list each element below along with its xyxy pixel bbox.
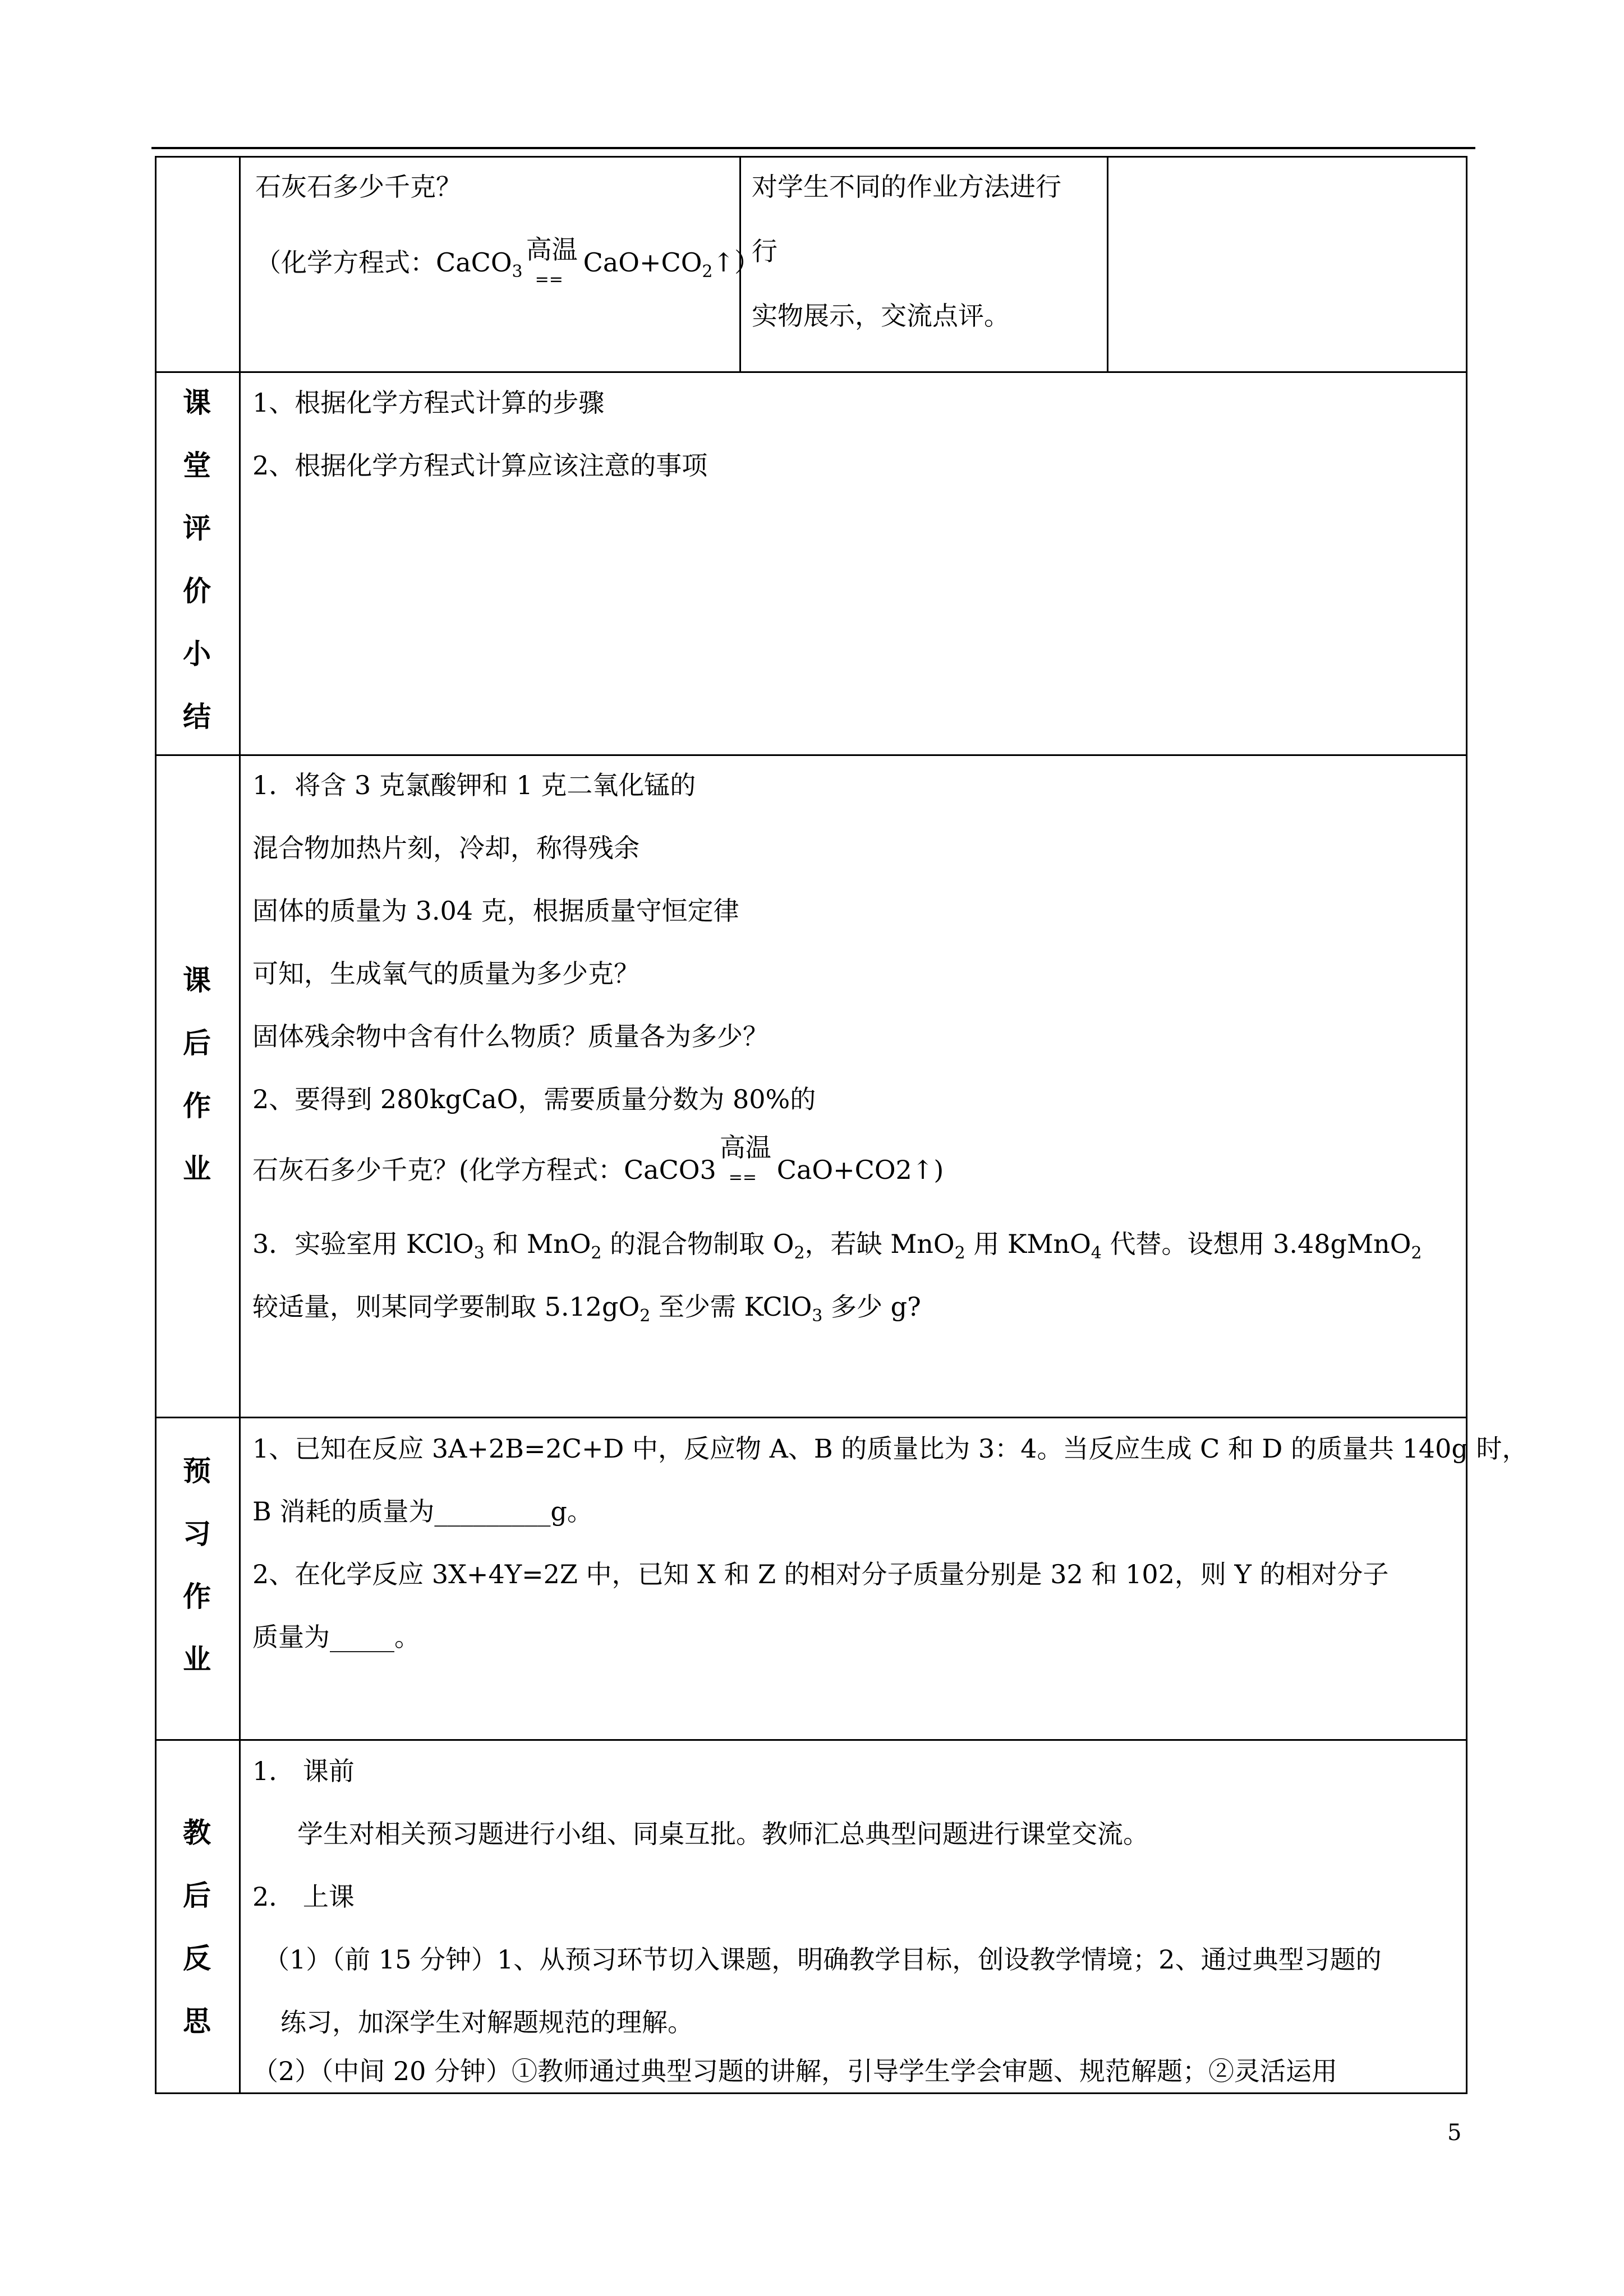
text-run: 较适量，则某同学要制取 5.12gO	[252, 1292, 640, 1322]
subscript: 2	[702, 262, 713, 282]
section-label-char: 后	[183, 1026, 211, 1059]
table-border-right	[1466, 156, 1467, 2094]
equation-suffix: ↑）	[712, 247, 761, 278]
text-run: 3．实验室用 KClO	[252, 1229, 474, 1259]
homework-line: 可知，生成氧气的质量为多少克？	[252, 958, 640, 989]
homework-line: 混合物加热片刻，冷却，称得残余	[252, 833, 640, 863]
preview-line: 2、在化学反应 3X+4Y=2Z 中，已知 X 和 Z 的相对分子质量分别是 32 和 102，则 Y 的相对分子	[252, 1559, 1389, 1589]
section-label-char: 小	[183, 637, 211, 670]
equals-sign: ==	[535, 270, 563, 289]
equation-suffix: CaO+CO2↑)	[776, 1155, 944, 1185]
subscript: 3	[473, 1243, 485, 1263]
equation-prefix: 石灰石多少千克？(化学方程式：CaCO3	[252, 1155, 716, 1185]
reflection-line: （1）（前 15 分钟）1、从预习环节切入课题，明确教学目标，创设教学情境；2、通过典型习题的	[264, 1944, 1382, 1975]
subscript: 2	[591, 1243, 602, 1263]
header-rule	[151, 147, 1475, 149]
text-run: 用 KMnO	[965, 1229, 1091, 1259]
section-label-char: 评	[183, 511, 211, 545]
text-run: ，若缺 MnO	[804, 1229, 955, 1259]
homework-line: 固体残余物中含有什么物质？质量各为多少？	[252, 1021, 769, 1052]
text-run: 的混合物制取 O	[601, 1229, 794, 1259]
reflection-line: （2）（中间 20 分钟）①教师通过典型习题的讲解，引导学生学会审题、规范解题；②灵活运用	[252, 2056, 1338, 2086]
subscript: 2	[640, 1306, 651, 1326]
section-label-char: 反	[183, 1942, 211, 1975]
subscript: 4	[1091, 1243, 1102, 1263]
homework-line: 1．将含 3 克氯酸钾和 1 克二氧化锰的	[252, 770, 696, 800]
row-divider	[155, 371, 1467, 373]
section-label-char: 堂	[183, 449, 211, 482]
text-run: 代替。设想用 3.48gMnO	[1101, 1229, 1411, 1259]
text-run: 至少需 KClO	[650, 1292, 812, 1322]
section-label-char: 教	[183, 1816, 211, 1849]
teacher-activity-line: 对学生不同的作业方法进行	[752, 172, 1061, 202]
subscript: 2	[954, 1243, 965, 1263]
section-label-char: 作	[183, 1089, 211, 1122]
column-divider	[1107, 156, 1108, 372]
preview-line: 质量为_____。	[252, 1622, 420, 1652]
summary-line: 1、根据化学方程式计算的步骤	[252, 388, 605, 418]
subscript: 2	[1411, 1243, 1422, 1263]
table-border-top	[155, 156, 1467, 158]
reflection-line: 学生对相关预习题进行小组、同桌互批。教师汇总典型问题进行课堂交流。	[297, 1819, 1149, 1849]
section-label-char: 结	[183, 700, 211, 733]
equation-product: CaO+CO	[583, 247, 702, 278]
chemical-equation	[255, 234, 761, 289]
section-label-char: 课	[183, 963, 211, 997]
homework-line: 固体的质量为 3.04 克，根据质量守恒定律	[252, 896, 739, 926]
section-label-char: 业	[183, 1152, 211, 1185]
preview-line: B 消耗的质量为_________g。	[252, 1496, 593, 1527]
text-run: 多少 g?	[822, 1292, 921, 1322]
section-label-char: 思	[183, 2004, 211, 2037]
teacher-activity-line: 行	[752, 236, 778, 266]
preview-line: 1、已知在反应 3A+2B=2C+D 中，反应物 A、B 的质量比为 3：4。当反应生成 C 和 D 的质量共 140g 时，	[252, 1433, 1528, 1464]
section-label-char: 业	[183, 1643, 211, 1676]
equals-sign: ==	[728, 1168, 757, 1187]
subscript: 3	[812, 1306, 823, 1326]
text-run: 和 MnO	[484, 1229, 591, 1259]
reflection-line: 1． 课前	[252, 1756, 355, 1786]
section-label-char: 课	[183, 386, 211, 419]
homework-line	[252, 1291, 921, 1332]
section-label-char: 后	[183, 1879, 211, 1912]
summary-line: 2、根据化学方程式计算应该注意的事项	[252, 450, 708, 481]
reaction-condition	[525, 234, 581, 289]
reflection-line: 练习，加深学生对解题规范的理解。	[280, 2007, 693, 2037]
row-divider	[155, 1417, 1467, 1418]
section-label-char: 价	[183, 574, 211, 607]
subscript: 3	[512, 262, 523, 282]
teacher-activity-line: 实物展示，交流点评。	[752, 301, 1010, 331]
section-label-char: 习	[183, 1517, 211, 1550]
condition-label: 高温	[719, 1132, 771, 1163]
column-divider	[239, 156, 241, 2094]
row-divider	[155, 1739, 1467, 1741]
reaction-condition	[719, 1132, 775, 1187]
reflection-line: 2． 上课	[252, 1882, 355, 1912]
problem-text: 石灰石多少千克？	[255, 172, 462, 202]
condition-label: 高温	[526, 234, 578, 265]
section-label-char: 预	[183, 1454, 211, 1487]
homework-line	[252, 1228, 1422, 1269]
section-label-char: 作	[183, 1580, 211, 1613]
equation-reactant: （化学方程式：CaCO	[255, 247, 512, 278]
page-number: 5	[1447, 2120, 1462, 2146]
table-border-bottom	[155, 2092, 1467, 2094]
table-border-left	[155, 156, 157, 2094]
homework-equation-line	[252, 1132, 944, 1187]
subscript: 2	[794, 1243, 805, 1263]
homework-line: 2、要得到 280kgCaO，需要质量分数为 80%的	[252, 1084, 816, 1114]
row-divider	[155, 754, 1467, 756]
